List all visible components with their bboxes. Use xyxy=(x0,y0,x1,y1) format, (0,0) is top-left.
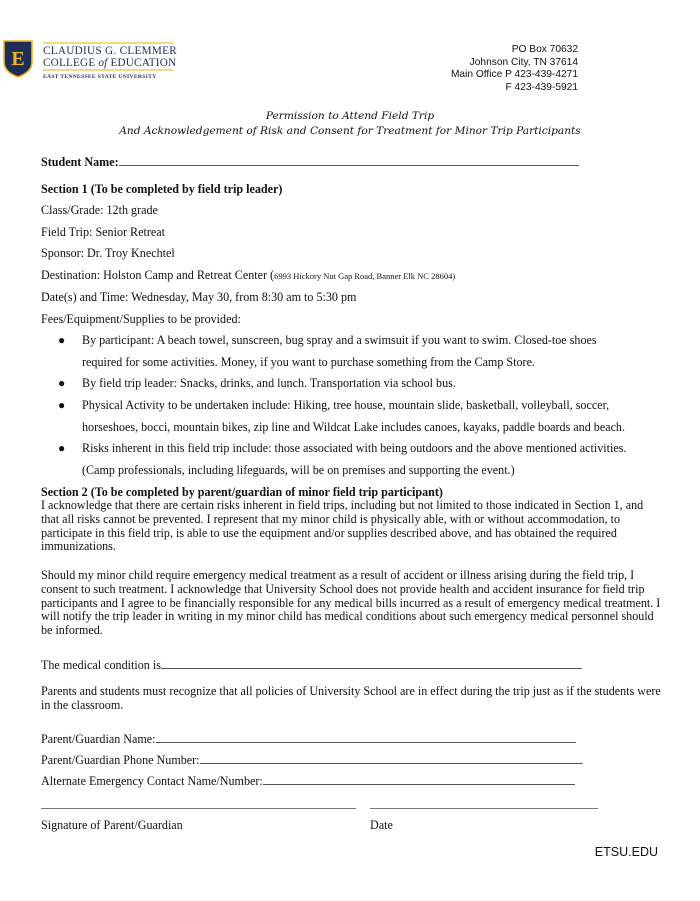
bullet-risks-line2: (Camp professionals, including lifeguards, will be on premises and supporting the event.) xyxy=(82,463,515,477)
bullet-leader-line1: By field trip leader: Snacks, drinks, and lunch. Transportation via school bus. xyxy=(82,376,456,390)
parent-name-label: Parent/Guardian Name: xyxy=(41,732,156,746)
logo-rule-top xyxy=(43,42,173,44)
destination: Destination: Holston Camp and Retreat Center (6993 Hickory Nut Gap Road, Banner Elk NC 28604) xyxy=(41,268,456,282)
alt-contact-label: Alternate Emergency Contact Name/Number: xyxy=(41,774,263,788)
date-time: Date(s) and Time: Wednesday, May 30, from 8:30 am to 5:30 pm xyxy=(41,290,357,304)
bullet-icon: ● xyxy=(58,376,66,390)
shield-letter: E xyxy=(11,48,25,70)
destination-address: 6993 Hickory Nut Gap Road, Banner Elk NC 28604) xyxy=(274,271,456,281)
logo-line-2: COLLEGE of EDUCATION xyxy=(43,57,177,69)
sponsor: Sponsor: Dr. Troy Knechtel xyxy=(41,246,175,260)
field-trip-name: Field Trip: Senior Retreat xyxy=(41,225,165,239)
logo-wordmark xyxy=(43,42,178,80)
address-fax: F 423-439-5921 xyxy=(505,81,578,93)
signature-field[interactable] xyxy=(41,808,356,809)
address-po-box: PO Box 70632 xyxy=(511,44,578,55)
logo-line-1: CLAUDIUS G. CLEMMER xyxy=(43,45,178,57)
fees-label: Fees/Equipment/Supplies to be provided: xyxy=(41,312,241,326)
document-subtitle: And Acknowledgement of Risk and Consent for Treatment for Minor Trip Participants xyxy=(119,125,581,137)
class-grade: Class/Grade: 12th grade xyxy=(41,203,158,217)
student-name-row xyxy=(41,153,579,170)
medical-condition-label: The medical condition is xyxy=(41,658,161,672)
parent-phone-label: Parent/Guardian Phone Number: xyxy=(41,753,200,767)
bullet-participant-line2: required for some activities. Money, if you want to purchase something from the Camp Store. xyxy=(82,355,535,369)
alt-contact-row xyxy=(41,772,575,789)
parent-name-row xyxy=(41,730,576,747)
address-block xyxy=(451,44,578,94)
parent-name-field[interactable] xyxy=(156,730,576,743)
bullet-icon: ● xyxy=(58,333,66,347)
medical-condition-field[interactable] xyxy=(161,656,582,669)
alt-contact-field[interactable] xyxy=(263,772,575,785)
parent-phone-row xyxy=(41,751,583,768)
acknowledgement-paragraph: I acknowledge that there are certain risks inherent in field trips, including but not limited to those indicated in Section 1, and that all risks cannot be prevented. I represent that my minor child is physically able, with or without accommodation, to participate in this field trip, is able to use the equipment and/or supplies described above, and has obtained the required immunizations. xyxy=(41,498,644,554)
signature-label: Signature of Parent/Guardian xyxy=(41,818,183,832)
medical-consent-paragraph: Should my minor child require emergency medical treatment as a result of accident or illness arising during the field trip, I consent to such treatment. I acknowledge that University School does not provide health and accident insurance for field trip participants and I agree to be financially responsible for any medical bills incurred as a result of emergency medical treatment. I will notify the trip leader in writing in my minor child has medical conditions about such emergency medical personnel should be informed. xyxy=(41,568,661,638)
college-logo xyxy=(3,40,178,85)
bullet-icon: ● xyxy=(58,398,66,412)
date-label: Date xyxy=(370,818,393,832)
policy-paragraph: Parents and students must recognize that all policies of University School are in effect during the trip just as if the students were in the classroom. xyxy=(41,684,661,712)
etsu-shield-icon xyxy=(3,40,33,78)
bullet-risks-line1: Risks inherent in this field trip include: those associated with being outdoors and the above mentioned activities. xyxy=(82,441,627,455)
bullet-activity-line1: Physical Activity to be undertaken include: Hiking, tree house, mountain slide, basketball, volleyball, soccer, xyxy=(82,398,610,412)
bullet-participant-line1: By participant: A beach towel, sunscreen, bug spray and a swimsuit if you want to swim. Closed-toe shoes xyxy=(82,333,597,347)
address-city: Johnson City, TN 37614 xyxy=(469,56,578,68)
logo-rule-bottom xyxy=(43,69,173,71)
bullet-icon: ● xyxy=(58,441,66,455)
logo-line-3: EAST TENNESSEE STATE UNIVERSITY xyxy=(43,74,157,80)
medical-condition-row xyxy=(41,656,582,673)
section2-heading: Section 2 (To be completed by parent/guardian of minor field trip participant) xyxy=(41,485,443,499)
document-title: Permission to Attend Field Trip xyxy=(265,110,435,122)
student-name-label: Student Name: xyxy=(41,155,119,169)
date-field[interactable] xyxy=(370,808,598,809)
section1-heading: Section 1 (To be completed by field trip leader) xyxy=(41,182,283,196)
bullet-activity-line2: horseshoes, bocci, mountain bikes, zip line and Wildcat Lake includes canoes, kayaks, paddle boards and beach. xyxy=(82,420,626,434)
address-main-office: Main Office P 423-439-4271 xyxy=(450,69,578,80)
student-name-field[interactable] xyxy=(119,153,579,166)
footer-website: ETSU.EDU xyxy=(594,845,658,859)
parent-phone-field[interactable] xyxy=(200,751,583,764)
